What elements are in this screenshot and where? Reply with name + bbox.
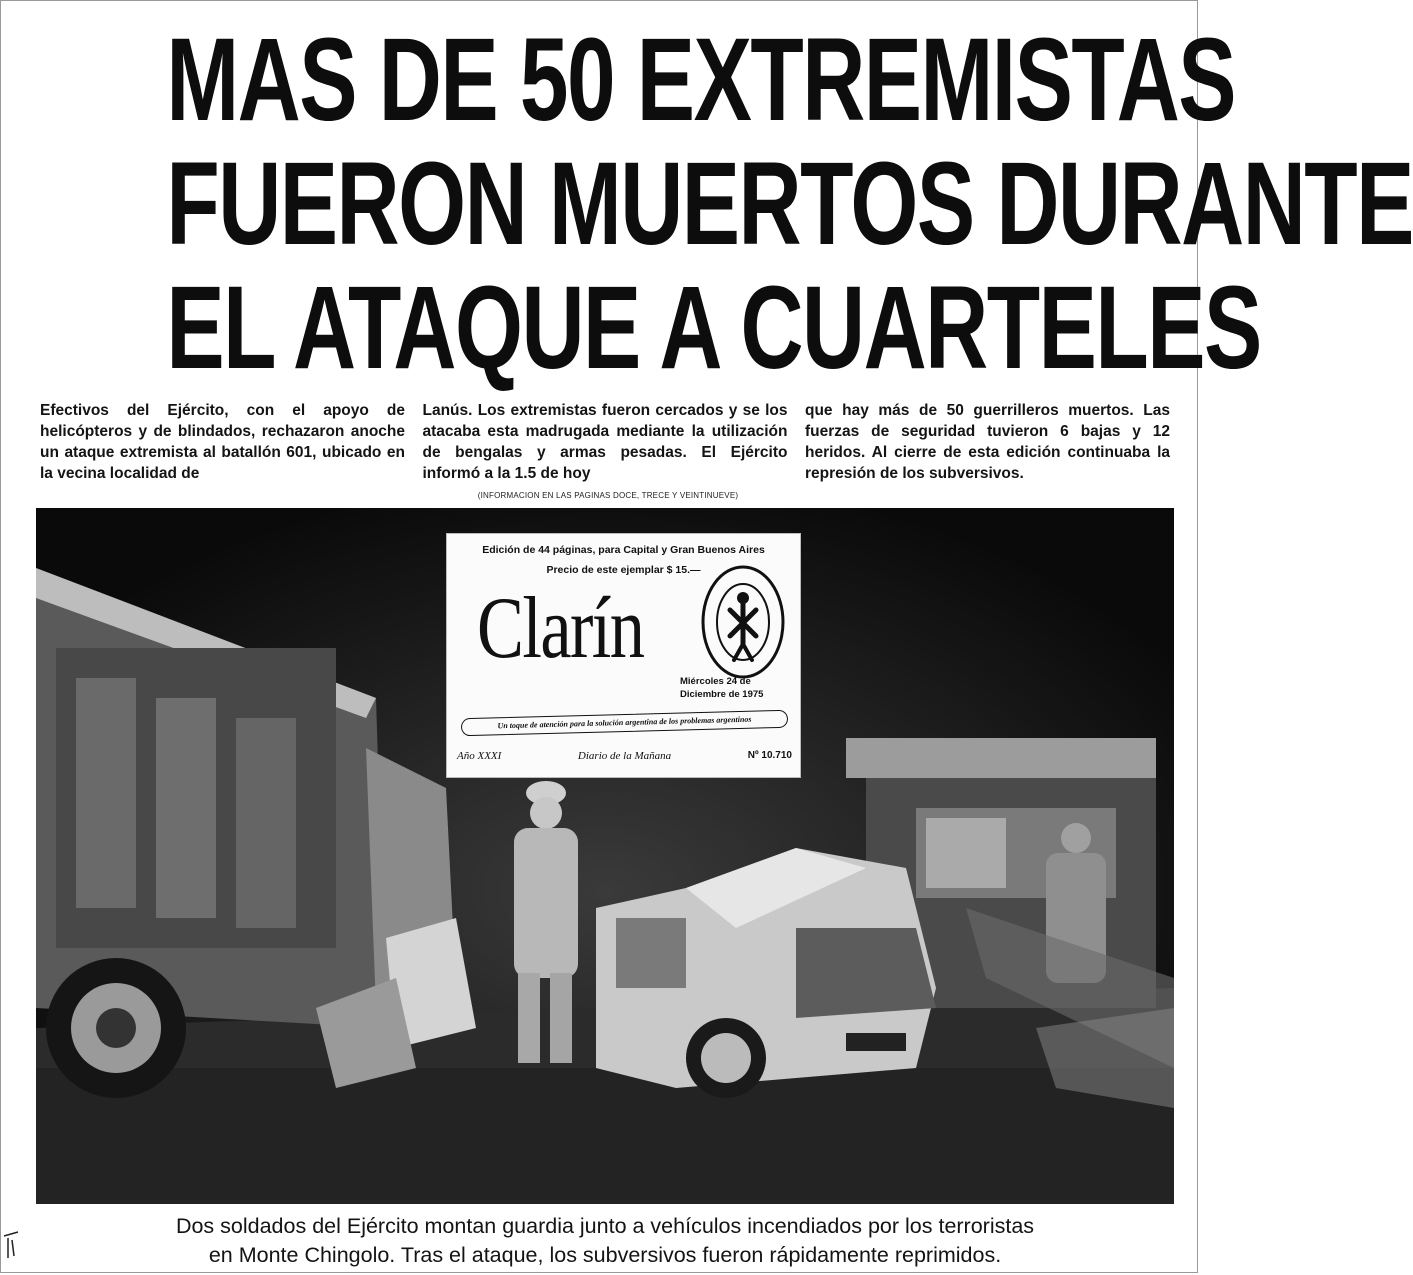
- masthead-date: [680, 675, 780, 701]
- info-page-reference: (INFORMACION EN LAS PAGINAS DOCE, TRECE Y VEINTINUEVE): [477, 491, 739, 500]
- newspaper-masthead: [446, 533, 801, 778]
- masthead-edition: Edición de 44 páginas, para Capital y Gran Buenos Aires: [482, 544, 765, 556]
- buenos-aires-seal-icon: [700, 564, 786, 684]
- masthead-date-line2: Diciembre de 1975: [680, 689, 764, 700]
- lede-column-3: que hay más de 50 guerrilleros muertos. Las fuerzas de seguridad tuvieron 6 bajas y 12 heridos. Al cierre de esta edición continuaba la represión de los subversivos.: [805, 402, 1170, 482]
- caption-line-2: en Monte Chingolo. Tras el ataque, los subversivos fueron rápidamente reprimidos.: [208, 1243, 1002, 1267]
- masthead-subtitle: Diario de la Mañana: [577, 750, 672, 762]
- lede-column-1: Efectivos del Ejército, con el apoyo de helicópteros y de blindados, rechazaron anoche un ataque extremista al batallón 601, ubicado en la vecina localidad de: [40, 402, 405, 482]
- lede-paragraph: [40, 400, 1170, 490]
- masthead-price: Precio de este ejemplar $ 15.—: [546, 564, 701, 576]
- masthead-name: Clarín: [477, 580, 644, 677]
- lede-column-2: Lanús. Los extremistas fueron cercados y se los atacaba esta madrugada mediante la utilización de bengalas y armas pesadas. El Ejército informó a la 1.5 de hoy: [422, 402, 788, 482]
- caption-line-1: Dos soldados del Ejército montan guardia junto a vehículos incendiados por los terroristas: [175, 1214, 1035, 1238]
- masthead-footer: [457, 750, 792, 762]
- masthead-year: Año XXXI: [457, 750, 502, 762]
- masthead-date-line1: Miércoles 24 de: [680, 676, 751, 687]
- headline-line-2: FUERON MUERTOS DURANTE: [166, 138, 1413, 270]
- masthead-slogan-banner: Un toque de atención para la solución argentina de los problemas argentinos: [461, 710, 788, 737]
- masthead-issue-number: Nº 10.710: [747, 750, 792, 761]
- photo-caption: [40, 1212, 1170, 1270]
- headline: [14, 14, 1413, 394]
- margin-scan-mark: [2, 1228, 20, 1262]
- headline-line-1: MAS DE 50 EXTREMISTAS: [166, 14, 1236, 146]
- headline-line-3: EL ATAQUE A CUARTELES: [166, 262, 1261, 394]
